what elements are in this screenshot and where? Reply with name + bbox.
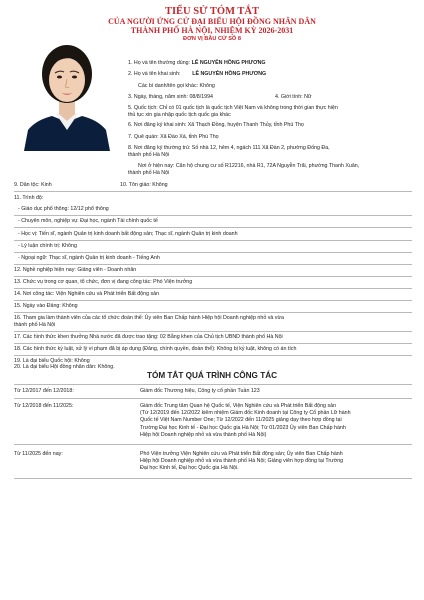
career-row-3-desc [140, 451, 412, 473]
field-nationality-cont: thủ tục xin gia nhập quốc tịch quốc gia khác [128, 112, 231, 118]
divider [14, 276, 412, 277]
divider [14, 264, 412, 265]
field-common-name-label: 1. Họ và tên thường dùng: [128, 60, 191, 66]
field-workplace: 14. Nơi công tác: Viện Nghiên cứu và Phát triển Bất động sản [14, 291, 160, 297]
field-current-residence: Nơi ở hiện nay: Căn hộ chung cư số R12216, nhà R1, 72A Nguyễn Trãi, phường Thanh Xuân, [138, 163, 360, 169]
field-common-name-value: LÊ NGUYỄN HỒNG PHƯƠNG [191, 60, 266, 66]
document-subtitle-1: CỦA NGƯỜI ỨNG CỬ ĐẠI BIỂU HỘI ĐỒNG NHÂN DÂN [108, 17, 316, 26]
field-permanent-residence: 8. Nơi đăng ký thường trú: Số nhà 12, hẻm 4, ngách 111 Xã Đàn 2, phường Đống Đa, [128, 145, 330, 151]
divider [14, 343, 412, 344]
divider [14, 240, 412, 241]
field-qual-degree: - Học vị: Tiến sĩ, ngành Quản trị kinh doanh bất động sản; Thạc sĩ, ngành Quản trị kinh doanh [18, 231, 238, 237]
field-birthdate: 3. Ngày, tháng, năm sinh: 08/8/1994 [128, 94, 214, 100]
field-hometown: 7. Quê quán: Xã Đào Xá, tỉnh Phú Thọ [128, 134, 219, 140]
portrait-illustration [18, 26, 116, 151]
field-birth-registration: 6. Nơi đăng ký khai sinh: Xã Thạch Đồng, huyện Thanh Thủy, tỉnh Phú Thọ [128, 122, 304, 128]
document-title: TIỂU SỬ TÓM TẮT [164, 6, 260, 17]
field-religion: 10. Tôn giáo: Không [120, 182, 168, 188]
divider [14, 478, 412, 479]
field-occupation: 12. Nghề nghiệp hiện nay: Giảng viên - Doanh nhân [14, 267, 137, 273]
career-row-3-line: Hiệp hội Doanh nghiệp nhỏ và vừa thành phố Hà Nội; Giảng viên hợp đồng tại Trường [140, 458, 344, 465]
field-birth-name-value: LÊ NGUYỄN HỒNG PHƯƠNG [192, 71, 267, 77]
field-qual-political: - Lý luận chính trị: Không [18, 243, 77, 249]
career-row-2-desc [140, 403, 412, 439]
field-qualifications: 11. Trình độ: [14, 195, 44, 201]
field-ethnicity: 9. Dân tộc: Kinh [14, 182, 52, 188]
divider [14, 355, 412, 356]
field-na-deputy: 19. Là đại biểu Quốc hội: Không [14, 358, 90, 364]
career-row-1-line: Giám đốc Thương hiệu, Công ty cổ phần Tuần 123 [140, 388, 260, 394]
field-gender: 4. Giới tính: Nữ [275, 94, 312, 100]
field-party-date: 15. Ngày vào Đảng: Không [14, 303, 78, 309]
divider [14, 384, 412, 385]
divider [14, 191, 412, 192]
career-row-2-line: Quốc tế Việt Nam Number One; Từ 12/2022 đến 11/2025 giảng dạy theo hợp đồng tại [140, 417, 342, 424]
field-qual-specialty: - Chuyên môn, nghiệp vụ: Đại học, ngành Tài chính quốc tế [18, 218, 158, 224]
field-position: 13. Chức vụ trong cơ quan, tổ chức, đơn vị đang công tác: Phó Viện trưởng [14, 279, 193, 285]
field-current-residence-cont: thành phố Hà Nội [128, 170, 170, 176]
field-nationality: 5. Quốc tịch: Chỉ có 01 quốc tịch là quốc tịch Việt Nam và không trong thời gian thực hiện [128, 105, 338, 111]
career-row-1-date: Từ 12/2017 đến 12/2018: [14, 388, 74, 394]
career-row-2-line: Hiệp hội Doanh nghiệp nhỏ và vừa thành phố Hà Nội) [140, 431, 267, 438]
divider [14, 331, 412, 332]
field-organizations-cont: thành phố Hà Nội [14, 322, 56, 328]
divider [14, 227, 412, 228]
divider [14, 398, 412, 399]
career-row-2-line: Trường Đại học Kinh tế - Đại học Quốc gia Hà Nội; Từ 01/2023 Ủy viên Ban Chấp hành [140, 424, 346, 431]
divider [14, 444, 412, 445]
divider [14, 312, 412, 313]
divider [14, 252, 412, 253]
divider [14, 288, 412, 289]
field-awards: 17. Các hình thức khen thưởng Nhà nước đã được trao tặng: 02 Bằng khen của Chủ tịch UBND thành phố Hà Nội [14, 334, 283, 340]
candidate-portrait [18, 26, 116, 151]
field-organizations: 16. Tham gia làm thành viên của các tổ chức đoàn thể: Ủy viên Ban Chấp hành Hiệp hội Doanh nghiệp nhỏ và vừa [14, 315, 284, 321]
career-row-2-date: Từ 12/2018 đến 11/2025: [14, 403, 74, 409]
career-row-1-desc [140, 388, 412, 395]
document-subtitle-2: THÀNH PHỐ HÀ NỘI, NHIỆM KỲ 2026-2031 [130, 26, 294, 35]
field-council-deputy: 20. Là đại biểu Hội đồng nhân dân: Không. [14, 364, 115, 370]
electoral-unit: ĐƠN VỊ BẦU CỬ SỐ 8 [183, 36, 241, 42]
career-row-3-date: Từ 11/2025 đến nay: [14, 451, 63, 457]
field-common-name [128, 60, 266, 67]
field-discipline: 18. Các hình thức kỷ luật, xử lý vi phạm đã bị áp dụng (Đảng, chính quyền, đoàn thể): Không bị kỷ luật, không có án tích [14, 346, 297, 352]
field-permanent-residence-cont: thành phố Hà Nội [128, 152, 170, 158]
career-row-3-line: Đại học Kinh tế, Đại học Quốc gia Hà Nội. [140, 465, 239, 472]
field-aliases: Các bí danh/tên gọi khác: Không [138, 83, 215, 89]
field-qual-language: - Ngoại ngữ: Thạc sĩ, ngành Quản trị kinh doanh - Tiếng Anh [18, 255, 160, 261]
divider [14, 215, 412, 216]
field-qual-general: - Giáo dục phổ thông: 12/12 phổ thông [18, 206, 109, 212]
career-section-title: TÓM TẮT QUÁ TRÌNH CÔNG TÁC [146, 371, 278, 380]
career-row-2-line: Giám đốc Trung tâm Quan hệ Quốc tế, Viện Nghiên cứu và Phát triển Bất động sản [140, 403, 337, 409]
field-birth-name-label: 2. Họ và tên khai sinh: [128, 71, 181, 77]
career-row-3-line: Phó Viện trưởng Viện Nghiên cứu và Phát triển Bất động sản; Ủy viên Ban Chấp hành [140, 451, 343, 457]
divider [14, 300, 412, 301]
career-row-2-line: (Từ 12/2019 đến 12/2022 kiêm nhiệm Giám đốc Kinh doanh tại Công ty Cổ phần Lữ hành [140, 410, 351, 417]
field-birth-name [128, 71, 266, 78]
